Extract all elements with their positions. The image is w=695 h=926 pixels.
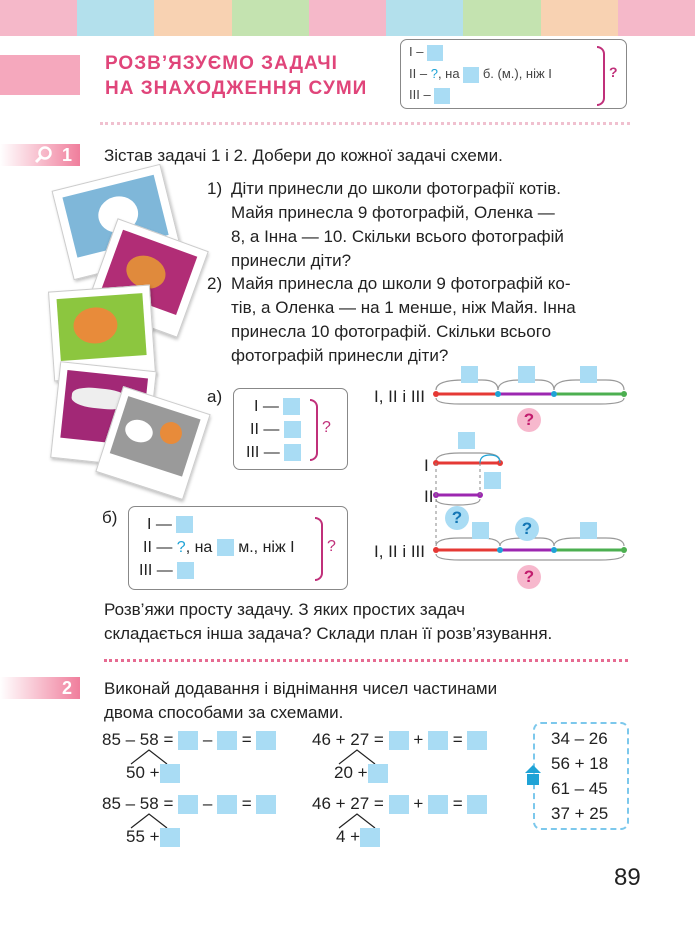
color-stripe bbox=[463, 0, 541, 36]
magnifier-icon bbox=[34, 146, 54, 164]
operator: = bbox=[241, 730, 252, 749]
expression: 85 – 58 = bbox=[102, 730, 174, 749]
scheme-line: I — bbox=[254, 398, 279, 415]
question-bubble: ? bbox=[517, 565, 541, 589]
question-bubble: ? bbox=[515, 517, 539, 541]
answer-box bbox=[160, 828, 180, 847]
color-stripe bbox=[154, 0, 232, 36]
diagram-label-ii: II bbox=[424, 487, 434, 506]
extra-example: 56 + 18 bbox=[551, 754, 609, 773]
question-bubble: ? bbox=[445, 506, 469, 530]
expression: 85 – 58 = bbox=[102, 794, 174, 813]
color-stripe bbox=[77, 0, 155, 36]
arc bbox=[436, 554, 624, 560]
scheme-line-1: I – bbox=[409, 44, 424, 59]
extra-example: 61 – 45 bbox=[551, 779, 608, 798]
diagram-label-all: I, II і III bbox=[374, 542, 426, 561]
brace bbox=[597, 46, 605, 106]
point bbox=[551, 391, 557, 397]
exercise-1-sub bbox=[126, 761, 180, 785]
answer-box bbox=[463, 67, 479, 83]
brace bbox=[315, 517, 323, 581]
point bbox=[433, 547, 439, 553]
task-1-number: 1 bbox=[62, 145, 73, 165]
question-mark: ? bbox=[176, 539, 186, 556]
point bbox=[495, 391, 501, 397]
header-scheme-box bbox=[400, 39, 627, 109]
scheme-question: ? bbox=[609, 64, 618, 80]
task-2-number: 2 bbox=[62, 678, 73, 698]
answer-box bbox=[428, 795, 448, 814]
answer-box bbox=[467, 795, 487, 814]
scheme-line-3: III – bbox=[409, 87, 431, 102]
point bbox=[621, 391, 627, 397]
answer-box bbox=[461, 366, 478, 383]
answer-box bbox=[427, 45, 443, 61]
answer-box bbox=[472, 522, 489, 539]
task-2-intro bbox=[104, 677, 624, 725]
divider bbox=[100, 122, 630, 125]
text-line: тів, а Оленка — на 1 менше, ніж Майя. Інна bbox=[231, 298, 576, 317]
point bbox=[433, 391, 439, 397]
extra-examples-box bbox=[533, 722, 629, 830]
color-stripe bbox=[386, 0, 464, 36]
task-1-intro: Зістав задачі 1 і 2. Добери до кожної задачі схеми. bbox=[104, 146, 503, 165]
operator: = bbox=[241, 794, 252, 813]
answer-box bbox=[580, 366, 597, 383]
text-line: Розв’яжи просту задачу. З яких простих задач bbox=[104, 600, 466, 619]
color-stripe bbox=[0, 0, 78, 36]
question-mark: ? bbox=[430, 66, 438, 81]
cat-photos-illustration bbox=[45, 170, 205, 500]
text-line: 8, а Інна — 10. Скільки всього фотографій bbox=[231, 227, 564, 246]
brace bbox=[310, 399, 318, 461]
section-title-line2: НА ЗНАХОДЖЕННЯ СУМИ bbox=[105, 78, 368, 99]
header-pink-band bbox=[0, 55, 80, 95]
diagram-label-all: I, II і III bbox=[374, 387, 426, 406]
answer-box bbox=[580, 522, 597, 539]
scheme-line: II — bbox=[250, 421, 280, 438]
problem-1-number: 1) bbox=[207, 179, 223, 198]
scheme-line: III — bbox=[246, 444, 280, 461]
answer-box bbox=[284, 444, 301, 461]
operator: – bbox=[202, 794, 213, 813]
exercise-4-sub bbox=[336, 825, 380, 849]
answer-box bbox=[428, 731, 448, 750]
exercise-3-sub bbox=[126, 825, 180, 849]
answer-box bbox=[518, 366, 535, 383]
scheme-question: ? bbox=[327, 538, 336, 555]
scheme-text: , на bbox=[185, 539, 213, 556]
problem-2-text bbox=[231, 272, 627, 368]
text-line: Виконай додавання і віднімання чисел частинами bbox=[104, 679, 498, 698]
answer-box bbox=[256, 795, 276, 814]
arc bbox=[436, 453, 500, 461]
text-line: принесли діти? bbox=[231, 251, 352, 270]
partial-sum: 4 + bbox=[336, 827, 361, 846]
task-1-outro bbox=[104, 598, 634, 646]
scheme-b-label: б) bbox=[102, 508, 118, 527]
text-line: двома способами за схемами. bbox=[104, 703, 344, 722]
operator: – bbox=[202, 730, 213, 749]
home-task-icon bbox=[524, 764, 542, 786]
scheme-text: м., ніж I bbox=[238, 539, 295, 556]
operator: = bbox=[452, 730, 463, 749]
arc bbox=[436, 398, 624, 404]
partial-sum: 20 + bbox=[334, 763, 368, 782]
text-line: Майя принесла до школи 9 фотографій ко- bbox=[231, 274, 571, 293]
exercise-2-sub bbox=[334, 761, 388, 785]
text-line: складається інша задача? Склади план її розв’язування. bbox=[104, 624, 553, 643]
expression: 46 + 27 = bbox=[312, 794, 384, 813]
answer-box bbox=[217, 795, 237, 814]
color-stripe bbox=[618, 0, 695, 36]
answer-box bbox=[160, 764, 180, 783]
answer-box bbox=[176, 516, 193, 533]
text-line: Діти принесли до школи фотографії котів. bbox=[231, 179, 561, 198]
text-line: Майя принесла 9 фотографій, Оленка — bbox=[231, 203, 555, 222]
answer-box bbox=[284, 421, 301, 438]
arc bbox=[436, 538, 500, 546]
question-bubble: ? bbox=[517, 408, 541, 432]
answer-box bbox=[368, 764, 388, 783]
scheme-a-label: а) bbox=[207, 387, 223, 406]
extra-example: 34 – 26 bbox=[551, 729, 608, 748]
operator: + bbox=[413, 794, 424, 813]
scheme-text: б. (м.), ніж I bbox=[482, 66, 552, 81]
arc bbox=[554, 538, 624, 546]
expression: 46 + 27 = bbox=[312, 730, 384, 749]
answer-box bbox=[434, 88, 450, 104]
answer-box bbox=[256, 731, 276, 750]
page-number: 89 bbox=[614, 864, 641, 891]
section-title-line1: РОЗВ’ЯЗУЄМО ЗАДАЧІ bbox=[105, 53, 338, 74]
point bbox=[621, 547, 627, 553]
color-stripe bbox=[232, 0, 310, 36]
extra-example: 37 + 25 bbox=[551, 804, 609, 823]
scheme-a-box bbox=[233, 388, 348, 470]
partial-sum: 55 + bbox=[126, 827, 160, 846]
operator: + bbox=[413, 730, 424, 749]
arc bbox=[436, 499, 480, 505]
answer-box bbox=[467, 731, 487, 750]
scheme-line: II — bbox=[143, 539, 173, 556]
scheme-line: I — bbox=[147, 516, 172, 533]
point bbox=[497, 547, 503, 553]
diagram-label-i: I bbox=[424, 456, 429, 475]
answer-box bbox=[217, 731, 237, 750]
answer-box bbox=[283, 398, 300, 415]
text-line: фотографій принесли діти? bbox=[231, 346, 449, 365]
segment-diagrams bbox=[430, 360, 630, 590]
answer-box bbox=[458, 432, 475, 449]
scheme-line: III — bbox=[139, 562, 173, 579]
answer-box bbox=[360, 828, 380, 847]
problem-1-text bbox=[231, 177, 627, 273]
color-stripe bbox=[309, 0, 387, 36]
problem-2-number: 2) bbox=[207, 274, 223, 293]
scheme-line-2: II – bbox=[409, 66, 428, 81]
operator: = bbox=[452, 794, 463, 813]
point bbox=[551, 547, 557, 553]
divider bbox=[104, 659, 628, 662]
scheme-question: ? bbox=[322, 419, 331, 436]
answer-box bbox=[217, 539, 234, 556]
scheme-text: , на bbox=[437, 66, 460, 81]
text-line: принесла 10 фотографій. Скільки всього bbox=[231, 322, 552, 341]
partial-sum: 50 + bbox=[126, 763, 160, 782]
answer-box bbox=[484, 472, 501, 489]
color-stripe bbox=[541, 0, 619, 36]
scheme-b-box bbox=[128, 506, 348, 590]
answer-box bbox=[177, 562, 194, 579]
